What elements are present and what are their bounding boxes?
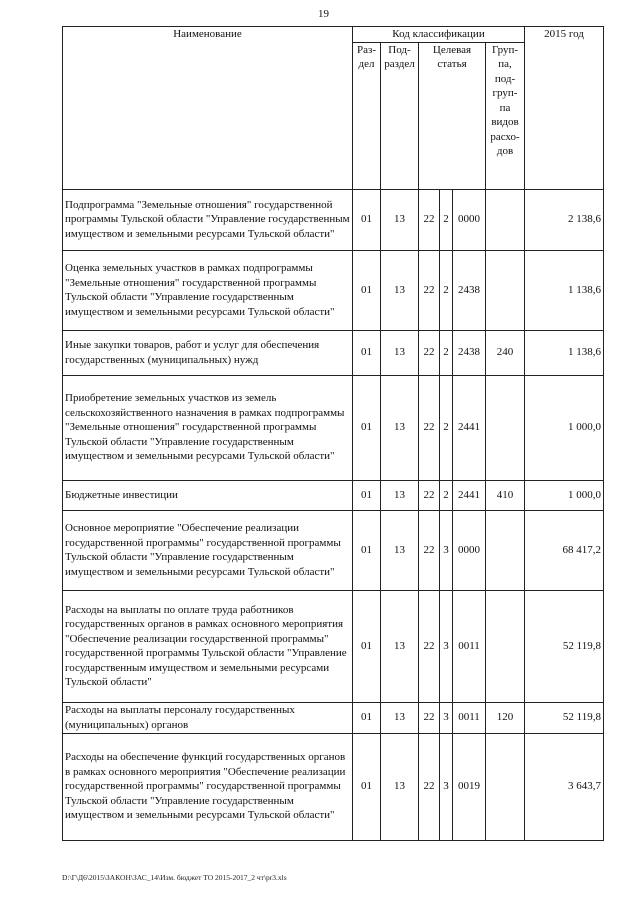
row-section: 01	[353, 480, 381, 510]
row-target-direction: 2438	[453, 250, 486, 330]
row-amount: 52 119,8	[525, 590, 604, 702]
row-amount: 52 119,8	[525, 702, 604, 733]
row-expense-group	[486, 250, 525, 330]
row-amount: 1 000,0	[525, 375, 604, 480]
row-name: Основное мероприятие "Обеспечение реализации государственной программы" государственной программы Тульской области "Управление государственным имуществом и земельными ресурсами Тульской области"	[63, 510, 353, 590]
row-subsection: 13	[381, 250, 419, 330]
table-row	[63, 330, 604, 375]
row-name: Расходы на выплаты персоналу государственных (муниципальных) органов	[63, 702, 353, 733]
row-target-program: 22	[419, 510, 440, 590]
row-subsection: 13	[381, 590, 419, 702]
header-expense-group: Груп- па, под- груп- па видов расхо- дов	[486, 42, 525, 189]
table-row	[63, 250, 604, 330]
row-target-direction: 0011	[453, 702, 486, 733]
row-name: Бюджетные инвестиции	[63, 480, 353, 510]
table-row	[63, 510, 604, 590]
header-classification: Код классификации	[353, 27, 525, 43]
table-body	[63, 189, 604, 840]
row-section: 01	[353, 590, 381, 702]
row-target-direction: 2441	[453, 480, 486, 510]
row-target-program: 22	[419, 250, 440, 330]
row-target-program: 22	[419, 480, 440, 510]
row-section: 01	[353, 189, 381, 250]
row-amount: 68 417,2	[525, 510, 604, 590]
row-expense-group	[486, 733, 525, 840]
table-row	[63, 702, 604, 733]
row-target-subprogram: 2	[440, 330, 453, 375]
row-target-direction: 0000	[453, 189, 486, 250]
row-subsection: 13	[381, 510, 419, 590]
row-subsection: 13	[381, 375, 419, 480]
header-subsection: Под- раздел	[381, 42, 419, 189]
row-expense-group: 120	[486, 702, 525, 733]
row-section: 01	[353, 510, 381, 590]
row-expense-group	[486, 375, 525, 480]
row-target-subprogram: 3	[440, 590, 453, 702]
row-name: Подпрограмма "Земельные отношения" государственной программы Тульской области "Управление государственным имуществом и земельными ресурсами Тульской области"	[63, 189, 353, 250]
row-expense-group	[486, 189, 525, 250]
row-target-direction: 2438	[453, 330, 486, 375]
row-target-subprogram: 3	[440, 733, 453, 840]
row-expense-group: 410	[486, 480, 525, 510]
row-target-direction: 0019	[453, 733, 486, 840]
row-target-program: 22	[419, 189, 440, 250]
row-amount: 1 138,6	[525, 330, 604, 375]
table-row	[63, 189, 604, 250]
header-year: 2015 год	[525, 27, 604, 190]
footer-file-path: D:\Г\Д6\2015\ЗАКОН\ЗАС_14\Изм. бюджет ТО 2015-2017_2 чт\pr3.xls	[62, 873, 287, 882]
row-target-subprogram: 3	[440, 510, 453, 590]
row-target-program: 22	[419, 702, 440, 733]
row-target-subprogram: 2	[440, 189, 453, 250]
row-target-subprogram: 3	[440, 702, 453, 733]
row-amount: 1 000,0	[525, 480, 604, 510]
row-amount: 3 643,7	[525, 733, 604, 840]
header-name: Наименование	[63, 27, 353, 190]
row-section: 01	[353, 330, 381, 375]
row-section: 01	[353, 375, 381, 480]
row-expense-group: 240	[486, 330, 525, 375]
budget-table	[62, 26, 604, 841]
row-section: 01	[353, 702, 381, 733]
row-amount: 1 138,6	[525, 250, 604, 330]
row-name: Приобретение земельных участков из земель сельскохозяйственного назначения в рамках подпрограммы "Земельные отношения" государственной программы Тульской области "Управление государственным имуществом и земельными ресурсами Тульской области"	[63, 375, 353, 480]
row-target-program: 22	[419, 330, 440, 375]
row-target-subprogram: 2	[440, 480, 453, 510]
row-amount: 2 138,6	[525, 189, 604, 250]
row-expense-group	[486, 590, 525, 702]
row-target-program: 22	[419, 733, 440, 840]
row-subsection: 13	[381, 702, 419, 733]
row-target-direction: 2441	[453, 375, 486, 480]
row-section: 01	[353, 250, 381, 330]
page-number: 19	[318, 8, 329, 20]
row-name: Оценка земельных участков в рамках подпрограммы "Земельные отношения" государственной программы Тульской области "Управление государственным имуществом и земельными ресурсами Тульской области"	[63, 250, 353, 330]
row-name: Расходы на обеспечение функций государственных органов в рамках основного мероприятия "Обеспечение реализации государственной программы" государственной программы Тульской области "Управление государственным имуществом и земельными ресурсами Тульской области"	[63, 733, 353, 840]
row-subsection: 13	[381, 330, 419, 375]
row-target-subprogram: 2	[440, 250, 453, 330]
row-section: 01	[353, 733, 381, 840]
table-row	[63, 375, 604, 480]
row-expense-group	[486, 510, 525, 590]
table-row	[63, 480, 604, 510]
row-name: Иные закупки товаров, работ и услуг для обеспечения государственных (муниципальных) нужд	[63, 330, 353, 375]
row-target-direction: 0011	[453, 590, 486, 702]
row-subsection: 13	[381, 189, 419, 250]
row-subsection: 13	[381, 480, 419, 510]
row-target-program: 22	[419, 590, 440, 702]
row-name: Расходы на выплаты по оплате труда работников государственных органов в рамках основного мероприятия "Обеспечение реализации государственной программы" государственной программы Тульской области "Управление государственным имуществом и земельными ресурсами Тульской области"	[63, 590, 353, 702]
table-row	[63, 733, 604, 840]
header-section: Раз- дел	[353, 42, 381, 189]
row-target-subprogram: 2	[440, 375, 453, 480]
row-target-program: 22	[419, 375, 440, 480]
row-target-direction: 0000	[453, 510, 486, 590]
row-subsection: 13	[381, 733, 419, 840]
header-target-article: Целевая статья	[419, 42, 486, 189]
table-row	[63, 590, 604, 702]
